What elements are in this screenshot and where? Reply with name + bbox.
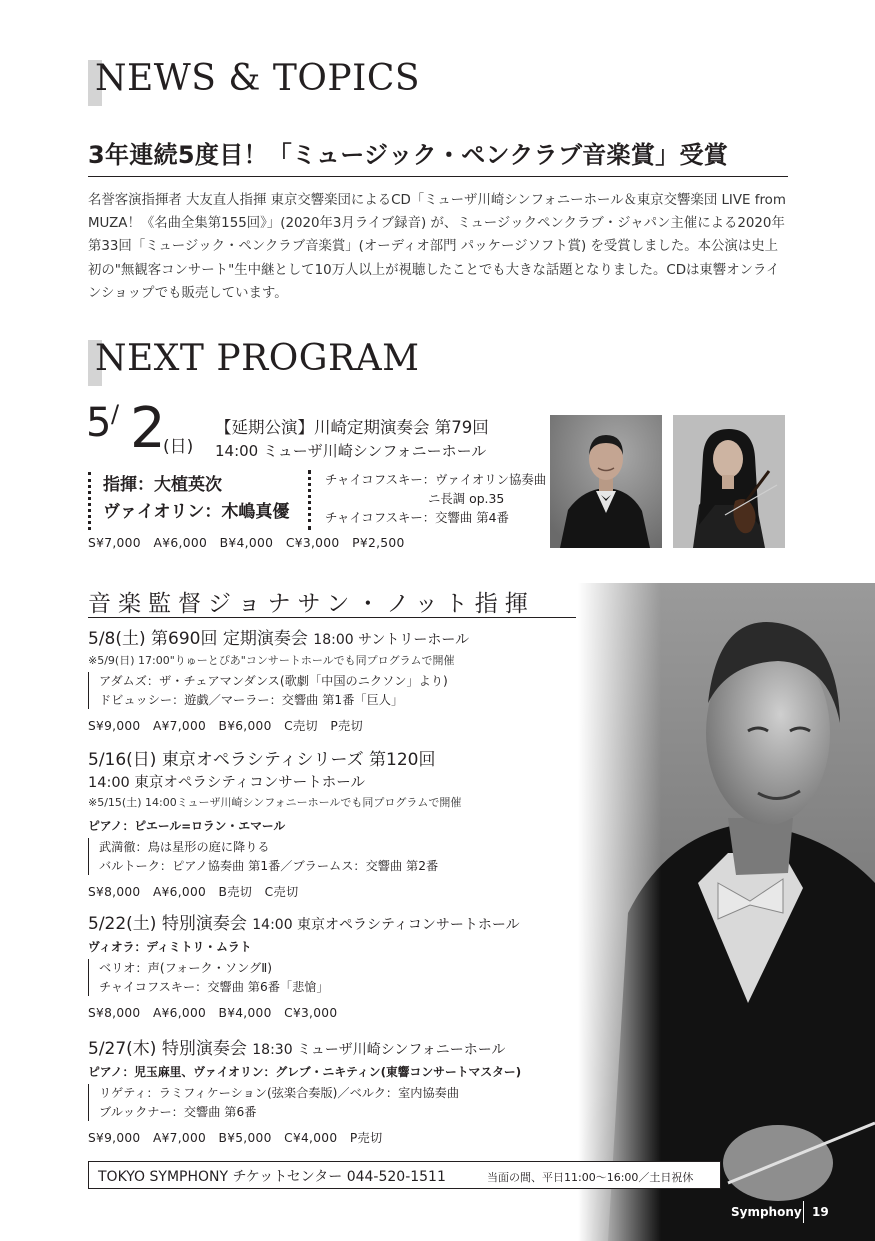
concert-performer: ピアノ：児玉麻里、ヴァイオリン：グレブ・ニキティン(東響コンサートマスター) <box>88 1065 522 1079</box>
concert-repertoire <box>88 1084 521 1121</box>
concert-title-line <box>88 627 469 652</box>
concert-prices: S¥9,000 A¥7,000 B¥6,000 C売切 P売切 <box>88 719 364 733</box>
concert-item <box>88 912 520 1021</box>
director-series-heading: 音楽監督ジョナサン・ノット指揮 <box>88 591 535 617</box>
repertoire-item: リゲティ：ラミフィケーション(弦楽合奏版)／ベルク：室内協奏曲 <box>99 1086 460 1100</box>
concert-item <box>88 1037 521 1146</box>
repertoire-item: ニ長調 op.35 <box>428 491 505 506</box>
repertoire-item: 武満徹：鳥は星形の庭に降りる <box>99 840 270 854</box>
divider <box>88 176 788 177</box>
news-body: 名誉客演指揮者 大友直人指揮 東京交響楽団によるCD「ミューザ川崎シンフォニーホール＆東京交響楽団 LIVE from MUZA！《名曲全集第155回》」(2020年3月ライブ録音) が、ミュージックペンクラブ・ジャパン主催による2020年第33回「ミュージック・ペンクラブ音楽賞」(オーディオ部門 パッケージソフト賞) を受賞しました。本公演は史上初の"無観客コンサート"生中継として10万人以上が視聴したことでも大きな話題となりました。CDは東響オンラインショップでも販売しています。 <box>88 193 786 301</box>
footer-divider <box>803 1201 804 1223</box>
concert-venue: 18:30 ミューザ川崎シンフォニーホール <box>252 1042 506 1058</box>
violinist-portrait-photo <box>673 415 785 548</box>
concert-note: ※5/9(日) 17:00"りゅーとぴあ"コンサートホールでも同プログラムで開催 <box>88 654 455 667</box>
conductor-portrait-photo <box>550 415 662 548</box>
featured-concert-title: 【延期公演】川崎定期演奏会 第79回 <box>215 418 489 437</box>
featured-concert-time-venue: 14:00 ミューザ川崎シンフォニーホール <box>215 442 487 460</box>
concert-prices: S¥8,000 A¥6,000 B売切 C売切 <box>88 885 299 899</box>
concert-prices: S¥9,000 A¥7,000 B¥5,000 C¥4,000 P売切 <box>88 1131 383 1145</box>
concert-title-line <box>88 912 520 937</box>
page-number: 19 <box>812 1205 829 1219</box>
ticket-center-hours: 当面の間、平日11:00〜16:00／土日祝休 <box>487 1171 694 1184</box>
concert-venue: 18:00 サントリーホール <box>313 632 470 648</box>
repertoire-item: チャイコフスキー：ヴァイオリン協奏曲 <box>325 472 547 487</box>
concert-performer: ヴィオラ：ディミトリ・ムラト <box>88 940 252 954</box>
repertoire-item: ドビュッシー：遊戯／マーラー：交響曲 第1番「巨人」 <box>99 692 404 707</box>
concert-note: ※5/15(土) 14:00ミューザ川崎シンフォニーホールでも同プログラムで開催 <box>88 796 462 809</box>
featured-date-slash: / <box>111 400 120 428</box>
concert-venue: 14:00 東京オペラシティコンサートホール <box>252 917 520 933</box>
concert-title: 5/16(日) 東京オペラシティシリーズ 第120回 <box>88 750 436 770</box>
concert-title-line <box>88 1037 521 1062</box>
concert-item <box>88 748 461 900</box>
featured-date-day: 2 <box>130 396 166 461</box>
concert-performer: ピアノ：ピエール=ロラン・エマール <box>88 819 286 833</box>
repertoire-item: ベリオ：声(フォーク・ソングⅡ) <box>99 961 272 975</box>
concert-title: 5/22(土) 特別演奏会 <box>88 914 247 934</box>
concert-title: 5/8(土) 第690回 定期演奏会 <box>88 629 308 649</box>
soloist-credit: ヴァイオリン：木嶋真優 <box>103 502 290 522</box>
repertoire-item: バルトーク：ピアノ協奏曲 第1番／ブラームス：交響曲 第2番 <box>99 858 439 873</box>
repertoire-item: チャイコフスキー：交響曲 第6番「悲愴」 <box>99 979 329 994</box>
next-program-heading-label: NEXT PROGRAM <box>95 338 420 379</box>
featured-performers <box>88 472 289 530</box>
repertoire-item: アダムズ：ザ・チェアマンダンス(歌劇「中国のニクソン」より) <box>99 674 448 688</box>
news-headline: 3年連続5度目！「ミュージック・ペンクラブ音楽賞」受賞 <box>88 141 729 169</box>
repertoire-item: ブルックナー：交響曲 第6番 <box>99 1104 257 1119</box>
news-heading-label: NEWS & TOPICS <box>95 58 421 99</box>
conductor-credit: 指揮：大植英次 <box>103 475 222 495</box>
magazine-name: Symphony <box>731 1205 802 1219</box>
concert-repertoire <box>88 959 520 996</box>
featured-date-weekday: (日) <box>163 437 194 457</box>
concert-time-venue: 14:00 東京オペラシティコンサートホール <box>88 775 365 791</box>
ticket-center-box <box>88 1161 721 1189</box>
repertoire-item: チャイコフスキー：交響曲 第4番 <box>325 510 509 525</box>
featured-repertoire <box>308 470 546 530</box>
ticket-center-phone: TOKYO SYMPHONY チケットセンター 044-520-1511 <box>98 1169 446 1185</box>
featured-prices: S¥7,000 A¥6,000 B¥4,000 C¥3,000 P¥2,500 <box>88 536 405 550</box>
concert-item <box>88 627 469 734</box>
concert-prices: S¥8,000 A¥6,000 B¥4,000 C¥3,000 <box>88 1006 338 1020</box>
jonathan-nott-photo <box>578 583 875 1241</box>
concert-title: 5/27(木) 特別演奏会 <box>88 1039 247 1059</box>
concert-repertoire <box>88 672 469 709</box>
concert-repertoire <box>88 838 461 875</box>
divider <box>88 617 576 618</box>
featured-date-month: 5 <box>86 400 112 446</box>
